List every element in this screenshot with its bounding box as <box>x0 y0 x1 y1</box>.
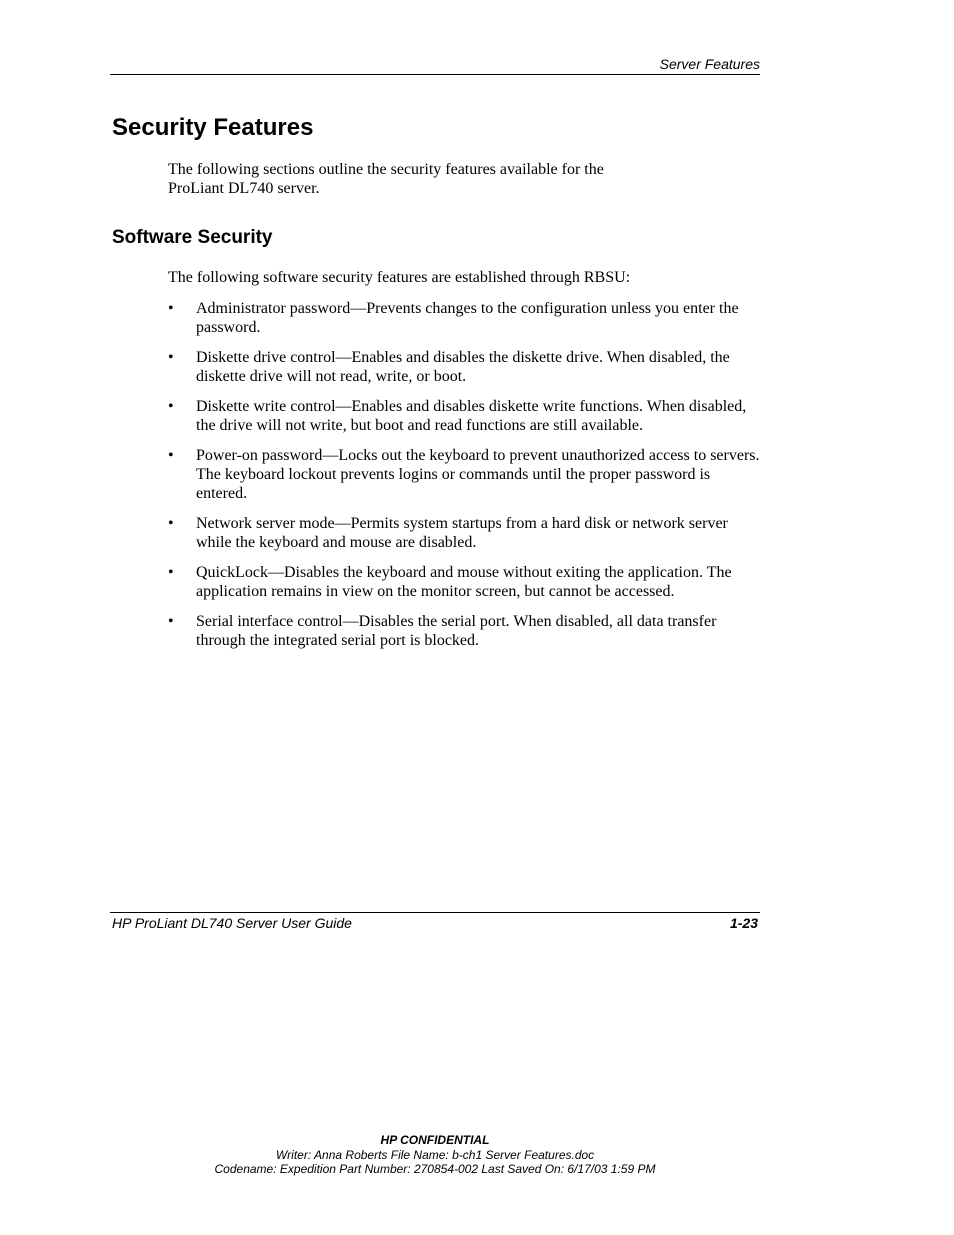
list-item <box>168 299 763 337</box>
confidential-codename-line: Codename: Expedition Part Number: 270854-002 Last Saved On: 6/17/03 1:59 PM <box>214 1162 656 1176</box>
bullet-icon: • <box>168 349 174 366</box>
list-item-text: Network server mode—Permits system startups from a hard disk or network server while the keyboard and mouse are disabled. <box>196 515 728 551</box>
list-item-text: Serial interface control—Disables the serial port. When disabled, all data transfer through the integrated serial port is blocked. <box>196 613 717 649</box>
list-item-text: QuickLock—Disables the keyboard and mouse without exiting the application. The application remains in view on the monitor screen, but cannot be accessed. <box>196 564 732 600</box>
list-item-text: Diskette write control—Enables and disables diskette write functions. When disabled, the drive will not write, but boot and read functions are still available. <box>196 398 747 434</box>
list-item <box>168 348 763 386</box>
bullet-icon: • <box>168 515 174 532</box>
footer-rule <box>110 912 760 913</box>
list-item <box>168 397 763 435</box>
bullet-icon: • <box>168 300 174 317</box>
section-title: Software Security <box>112 227 273 248</box>
bullet-icon: • <box>168 447 174 464</box>
confidential-title: HP CONFIDENTIAL <box>380 1133 490 1147</box>
list-item-text: Power-on password—Locks out the keyboard to prevent unauthorized access to servers. The keyboard lockout prevents logins or commands until the proper password is entered. <box>196 447 760 502</box>
list-item <box>168 514 763 552</box>
footer-guide-title: HP ProLiant DL740 Server User Guide <box>112 915 352 931</box>
list-item-text: Administrator password—Prevents changes to the configuration unless you enter the password. <box>196 300 739 336</box>
running-header-title: Server Features <box>659 56 760 72</box>
list-item <box>168 563 763 601</box>
confidential-notice <box>0 1133 870 1177</box>
footer-page-number: 1-23 <box>729 915 758 931</box>
page-title: Security Features <box>112 114 314 141</box>
section-lead-paragraph: The following software security features are established through RBSU: <box>168 269 631 286</box>
list-item <box>168 446 763 503</box>
bullet-icon: • <box>168 564 174 581</box>
list-item-text: Diskette drive control—Enables and disables the diskette drive. When disabled, the diskette drive will not read, write, or boot. <box>196 349 730 385</box>
confidential-writer-line: Writer: Anna Roberts File Name: b-ch1 Server Features.doc <box>275 1147 595 1162</box>
header-rule <box>110 74 760 75</box>
intro-paragraph: The following sections outline the security features available for the ProLiant DL740 server. <box>168 161 604 197</box>
security-features-list <box>168 299 763 661</box>
bullet-icon: • <box>168 398 174 415</box>
bullet-icon: • <box>168 613 174 630</box>
list-item <box>168 612 763 650</box>
